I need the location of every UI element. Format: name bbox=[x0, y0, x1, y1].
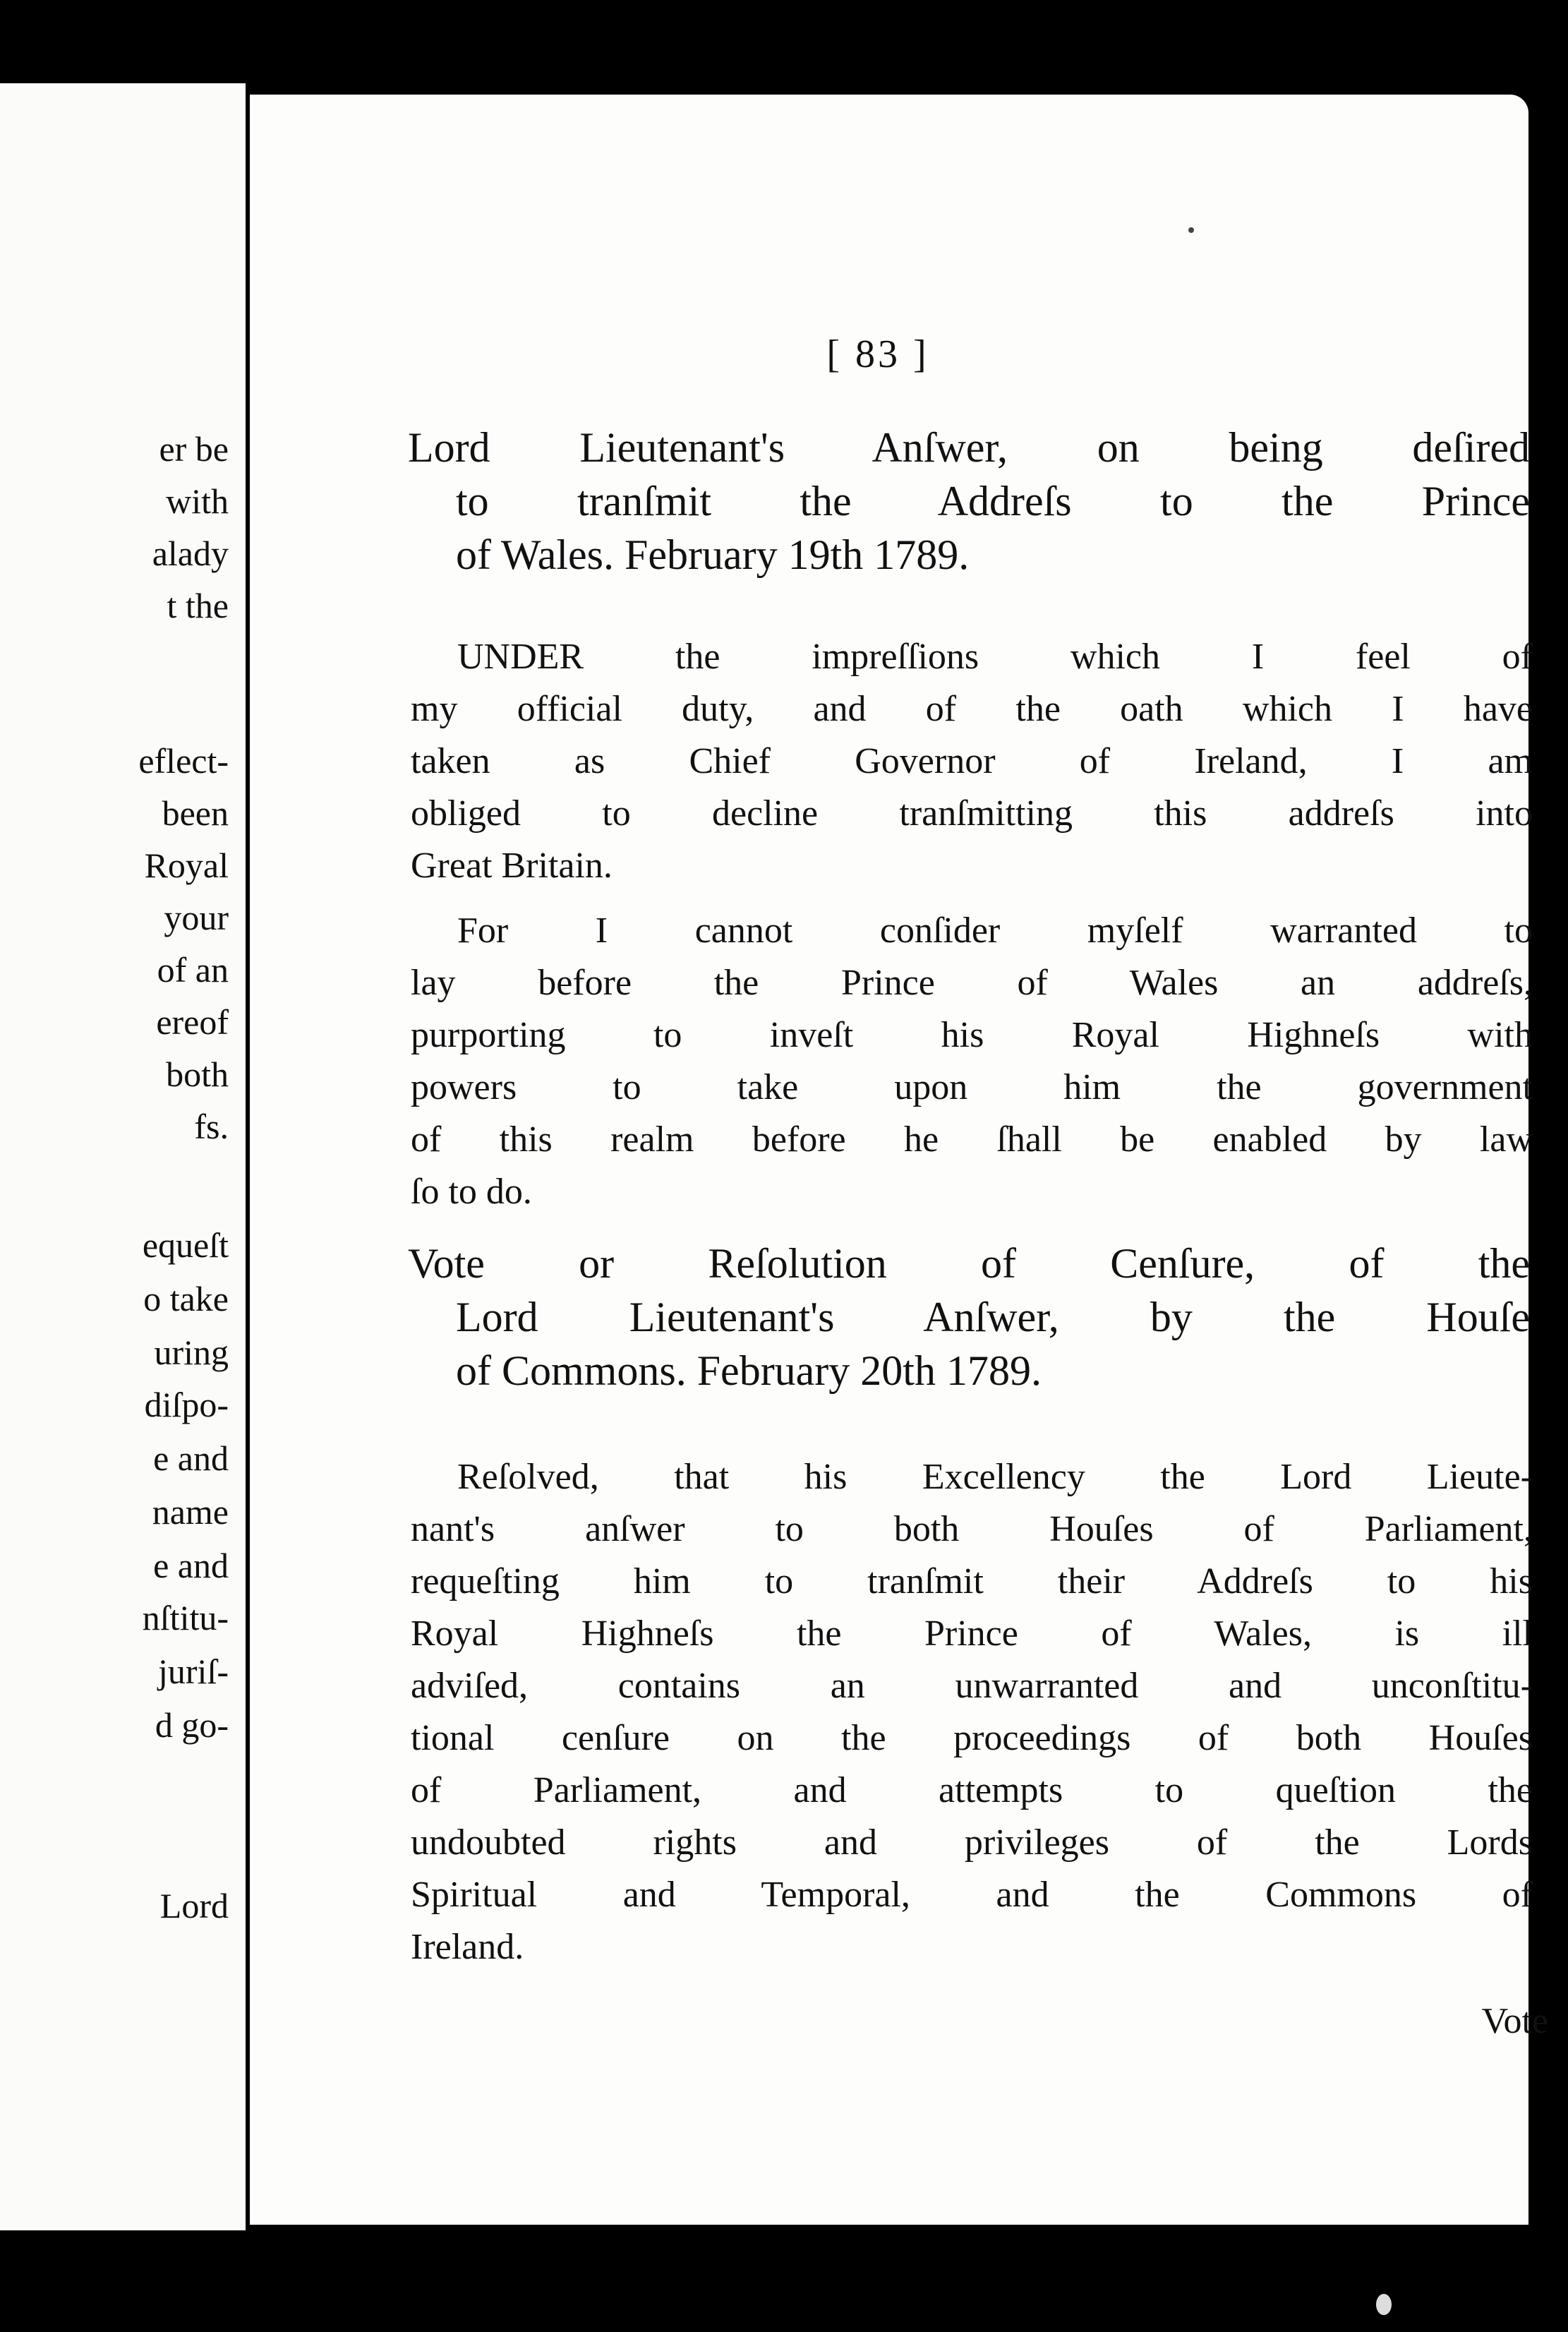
left-fragment: eflect- bbox=[138, 741, 229, 781]
text-line: Great Britain. bbox=[411, 846, 613, 886]
text-line: ſo to do. bbox=[411, 1172, 532, 1212]
left-fragment: nſtitu- bbox=[142, 1598, 229, 1637]
catchword: Vote bbox=[1481, 2001, 1548, 2041]
left-fragment: with bbox=[166, 481, 229, 521]
left-fragment: t the bbox=[167, 586, 229, 625]
left-fragment: been bbox=[162, 793, 229, 833]
text-line: Reſolved, that his Excellency the Lord Lieute- bbox=[457, 1457, 1533, 1497]
text-line: tional cenſure on the proceedings of both Houſes bbox=[411, 1718, 1533, 1758]
left-fragment: Lord bbox=[159, 1886, 229, 1925]
text-line: Spiritual and Temporal, and the Commons of bbox=[411, 1875, 1533, 1915]
heading-vote-of-censure bbox=[408, 1237, 1530, 1398]
right-page bbox=[250, 95, 1548, 2225]
text-line: purporting to inveſt his Royal Highneſs with bbox=[411, 1015, 1533, 1055]
text-line: For I cannot conſider myſelf warranted to bbox=[457, 910, 1533, 951]
heading-line: of Wales. February 19th 1789. bbox=[456, 531, 970, 578]
heading-lord-lieutenants-answer bbox=[408, 421, 1530, 582]
left-fragment: e and bbox=[153, 1546, 229, 1585]
left-fragment: Royal bbox=[144, 846, 229, 885]
heading-line: of Commons. February 20th 1789. bbox=[456, 1347, 1042, 1394]
text-line: requeſting him to tranſmit their Addreſs to his bbox=[411, 1561, 1533, 1601]
heading-line: to tranſmit the Addreſs to the Prince bbox=[456, 478, 1530, 524]
left-fragment: your bbox=[164, 898, 229, 937]
text-line: UNDER the impreſſions which I feel of bbox=[457, 637, 1533, 677]
heading-line: Lord Lieutenant's Anſwer, by the Houſe bbox=[456, 1294, 1530, 1340]
text-line: undoubted rights and privileges of the Lords bbox=[411, 1822, 1533, 1863]
left-facing-page bbox=[0, 83, 246, 2230]
text-line: lay before the Prince of Wales an addreſs, bbox=[411, 963, 1533, 1003]
left-fragment: e and bbox=[153, 1438, 229, 1478]
left-fragment: diſpo- bbox=[144, 1385, 229, 1424]
text-line: taken as Chief Governor of Ireland, I am bbox=[411, 741, 1533, 781]
text-line: obliged to decline tranſmitting this addreſs into bbox=[411, 793, 1533, 834]
left-fragment: fs. bbox=[194, 1107, 229, 1146]
ink-speck bbox=[1188, 227, 1194, 233]
text-line: of Parliament, and attempts to queſtion the bbox=[411, 1770, 1533, 1810]
left-fragment: o take bbox=[143, 1279, 229, 1318]
text-line: my official duty, and of the oath which I have bbox=[411, 689, 1533, 729]
text-line: nant's anſwer to both Houſes of Parliament, bbox=[411, 1509, 1533, 1549]
left-fragment: ereof bbox=[156, 1002, 229, 1042]
left-fragment: both bbox=[166, 1054, 229, 1094]
left-fragment: equeſt bbox=[142, 1225, 229, 1265]
paragraph-resolved bbox=[411, 1451, 1533, 1973]
paragraph-under-the-impressions bbox=[411, 631, 1533, 892]
left-fragment: er be bbox=[159, 429, 229, 469]
left-fragment: of an bbox=[157, 950, 229, 990]
text-line: Ireland. bbox=[411, 1927, 524, 1967]
left-fragment: d go- bbox=[155, 1705, 229, 1745]
text-line: powers to take upon him the government bbox=[411, 1067, 1533, 1107]
left-fragment: uring bbox=[154, 1333, 229, 1372]
scan-artifact bbox=[1376, 2294, 1392, 2315]
paragraph-for-i-cannot bbox=[411, 905, 1533, 1218]
page-number: [ 83 ] bbox=[826, 332, 929, 376]
heading-line: Vote or Reſolution of Cenſure, of the bbox=[408, 1240, 1530, 1287]
heading-line: Lord Lieutenant's Anſwer, on being deſired bbox=[408, 424, 1530, 471]
left-fragment: juriſ- bbox=[158, 1652, 229, 1691]
left-fragment: name bbox=[152, 1492, 229, 1532]
left-fragment: alady bbox=[152, 534, 229, 573]
text-line: of this realm before he ſhall be enabled by law bbox=[411, 1119, 1533, 1160]
text-line: Royal Highneſs the Prince of Wales, is ill bbox=[411, 1613, 1533, 1654]
text-line: adviſed, contains an unwarranted and unconſtitu- bbox=[411, 1666, 1533, 1706]
